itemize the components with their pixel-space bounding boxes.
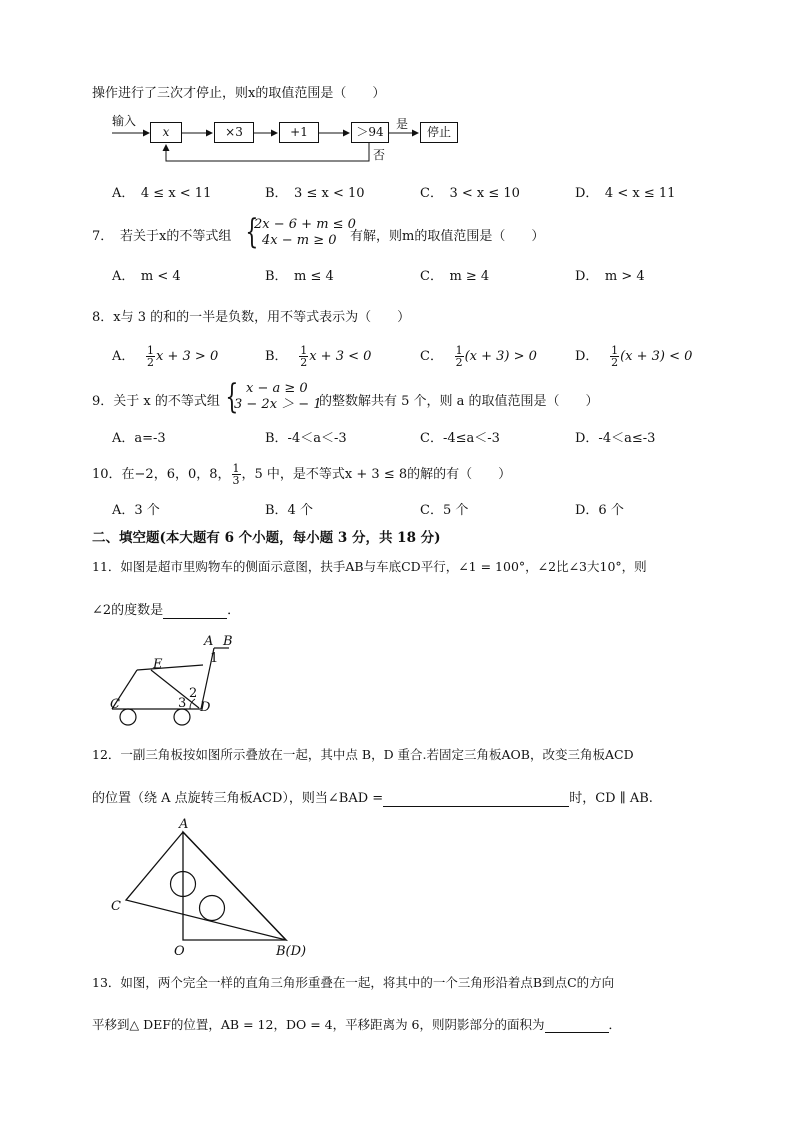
q8-option-b-expr: x + 3 < 0 [309, 349, 372, 364]
q9-line2: 3 − 2x ＞ − 1 [234, 397, 322, 412]
flow-input-label: 输入 [112, 114, 137, 128]
q13-line2-pre: 平移到△ DEF的位置，AB = 12，DO = 4，平移距离为 6，则阴影部分的面积为 [92, 1017, 545, 1032]
q10-option-c: C．5 个 [420, 503, 469, 518]
q7-brace: { [245, 212, 259, 252]
q11-label-e: E [153, 657, 163, 672]
q12-label-c: C [111, 899, 121, 914]
q11-line2-post: ． [227, 603, 241, 618]
q8-option-b-fraction: $\frac{1}{2}$ [300, 344, 308, 369]
q9-option-b: B．-4＜a＜-3 [265, 431, 347, 446]
q10-option-a: A．3 个 [112, 503, 160, 518]
q13-answer-blank[interactable] [545, 1017, 609, 1033]
q11-label-one: 1 [210, 651, 219, 666]
q8-option-c-fraction: $\frac{1}{2}$ [455, 344, 463, 369]
q11-label-c: C [110, 697, 120, 712]
section-heading: 二、填空题(本大题有 6 个小题，每小题 3 分，共 18 分) [92, 530, 441, 546]
q6-option-c: C． 3 < x ≤ 10 [420, 186, 520, 201]
q10-option-b: B．4 个 [265, 503, 313, 518]
q8-option-d-fraction: $\frac{1}{2}$ [611, 344, 619, 369]
flow-yes-label: 是 [396, 117, 409, 131]
q9-post: 的整数解共有 5 个，则 a 的取值范围是（ ） [319, 394, 599, 409]
q11-label-a: A [204, 634, 214, 649]
q11-label-two: 2 [189, 686, 198, 701]
q7-post: 有解，则m的取值范围是（ ） [350, 229, 545, 244]
q7-option-d: D． m > 4 [575, 269, 645, 284]
q10-fraction: $\frac{1}{3}$ [232, 462, 240, 487]
q11-label-b: B [223, 634, 233, 649]
q11-label-d: D [200, 700, 211, 715]
q12-label-bd: B(D) [276, 944, 307, 959]
q7-option-c: C． m ≥ 4 [420, 269, 490, 284]
q8-option-d-label: D． [575, 349, 592, 364]
q7-pre: 若关于x的不等式组 [120, 229, 232, 244]
q11-line2-pre: ∠2的度数是 [92, 603, 164, 618]
q7-option-a: A． m < 4 [112, 269, 181, 284]
q12-label-o: O [174, 944, 185, 959]
q10-post: ，5 中，是不等式x + 3 ≤ 8的解的有（ ） [241, 467, 512, 482]
q9-pre: 9．关于 x 的不等式组 [92, 394, 220, 409]
q6-stem: 操作进行了三次才停止，则x的取值范围是（ ） [92, 86, 386, 101]
q8-option-b-label: B． [265, 349, 282, 364]
q13-line2-post: ． [608, 1017, 622, 1032]
q10-pre: 10．在−2，6，0，8， [92, 467, 231, 482]
flow-box-stop: 停止 [420, 122, 458, 143]
q12-label-a: A [179, 817, 189, 832]
q12-line2-pre: 的位置（绕 A 点旋转三角板ACD），则当∠BAD = [92, 791, 384, 806]
q13-line1: 13．如图，两个完全一样的直角三角形重叠在一起，将其中的一个三角形沿着点B到点C的方向 [92, 975, 615, 990]
q12-line1: 12．一副三角板按如图所示叠放在一起，其中点 B，D 重合.若固定三角板AOB，改变三角板ACD [92, 747, 634, 762]
q10-option-d: D．6 个 [575, 503, 624, 518]
q6-option-d: D． 4 < x ≤ 11 [575, 186, 676, 201]
q8-option-c-expr: (x + 3) > 0 [464, 349, 537, 364]
flow-box-add: +1 [279, 122, 319, 143]
q8-option-c-label: C． [420, 349, 437, 364]
q8-option-a-expr: x + 3 > 0 [156, 349, 219, 364]
q6-option-a: A． 4 ≤ x < 11 [112, 186, 212, 201]
q9-line1: x − a ≥ 0 [246, 381, 308, 396]
q7-line2: 4x − m ≥ 0 [262, 233, 337, 248]
q7-line1: 2x − 6 + m ≤ 0 [254, 217, 356, 232]
q8-option-d-expr: (x + 3) < 0 [620, 349, 693, 364]
q9-option-d: D．-4＜a≤-3 [575, 431, 656, 446]
q12-line2-post: 时，CD ∥ AB. [569, 791, 653, 806]
q11-line1: 11．如图是超市里购物车的侧面示意图，扶手AB与车底CD平行，∠1 = 100°，∠2比∠3大10°，则 [92, 559, 647, 574]
q9-brace: { [225, 377, 239, 417]
flow-no-label: 否 [373, 148, 386, 162]
q7-option-b: B． m ≤ 4 [265, 269, 334, 284]
q9-option-a: A．a=-3 [112, 431, 166, 446]
flow-box-x: x [150, 122, 182, 143]
q8-stem: 8．x与 3 的和的一半是负数，用不等式表示为（ ） [92, 310, 411, 325]
q9-option-c: C．-4≤a＜-3 [420, 431, 500, 446]
q7-number: 7． [92, 229, 114, 244]
q8-option-a-fraction: $\frac{1}{2}$ [147, 344, 155, 369]
q6-option-b: B． 3 ≤ x < 10 [265, 186, 365, 201]
flow-box-multiply: ×3 [214, 122, 254, 143]
flow-box-compare: ＞94 [351, 122, 389, 143]
q8-option-a-label: A． [112, 349, 128, 364]
q13-line2 [92, 1015, 621, 1033]
q11-label-three: 3 [178, 696, 187, 711]
